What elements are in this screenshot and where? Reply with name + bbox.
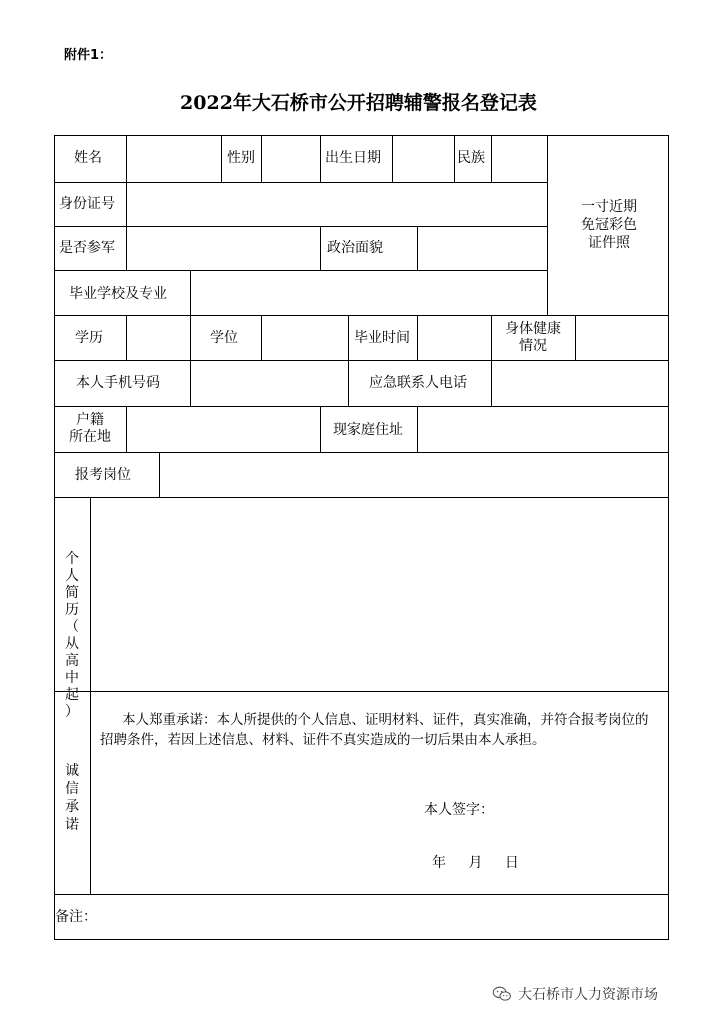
grid-line	[126, 135, 127, 182]
pledge-char: 承	[65, 799, 79, 815]
label-military: 是否参军	[59, 240, 115, 256]
grid-line	[54, 497, 669, 498]
label-resume	[57, 551, 87, 721]
label-address: 现家庭住址	[333, 422, 403, 438]
grid-line	[668, 135, 669, 939]
photo-placeholder	[549, 198, 669, 252]
grid-line	[348, 360, 349, 406]
grid-line	[190, 270, 191, 315]
grid-line	[348, 315, 349, 360]
grid-line	[54, 182, 547, 183]
label-emergency-phone: 应急联系人电话	[369, 375, 467, 391]
label-ethnicity: 民族	[457, 150, 485, 166]
grid-line	[261, 135, 262, 182]
label-pledge	[57, 762, 87, 834]
photo-line: 免冠彩色	[581, 217, 637, 233]
grid-line	[320, 135, 321, 182]
grid-line	[261, 315, 262, 360]
grid-line	[575, 315, 576, 360]
grid-line	[54, 226, 547, 227]
signature-label: 本人签字：	[424, 802, 494, 818]
watermark-text: 大石桥市人力资源市场	[518, 987, 658, 1003]
pledge-char: 诺	[65, 817, 79, 833]
grid-line	[190, 360, 191, 406]
resume-char: 从	[65, 636, 79, 652]
label-gender: 性别	[227, 150, 255, 166]
pledge-char: 诚	[65, 763, 79, 779]
pledge-text: 本人郑重承诺：本人所提供的个人信息、证明材料、证件，真实准确，并符合报考岗位的招聘条件，若因上述信息、材料、证件不真实造成的一切后果由本人承担。	[100, 712, 649, 748]
label-id-number: 身份证号	[59, 196, 115, 212]
wechat-icon	[492, 986, 512, 1002]
attachment-label: 附件1：	[64, 48, 113, 63]
label-health-line1: 身体健康	[505, 321, 561, 337]
label-hukou-line2: 所在地	[69, 429, 111, 445]
grid-line	[159, 452, 160, 497]
grid-line	[54, 691, 669, 692]
grid-line	[54, 315, 669, 316]
form-title: 2022年大石桥市公开招聘辅警报名登记表	[180, 92, 537, 114]
grid-line	[221, 135, 222, 182]
label-remarks: 备注：	[55, 909, 97, 925]
grid-line	[126, 406, 127, 452]
label-position: 报考岗位	[75, 467, 131, 483]
grid-line	[491, 135, 492, 182]
label-phone: 本人手机号码	[76, 375, 160, 391]
grid-line	[54, 894, 669, 895]
label-name: 姓名	[74, 150, 102, 166]
grid-line	[126, 315, 127, 360]
grid-line	[54, 406, 669, 407]
label-health	[493, 321, 573, 355]
label-degree: 学位	[210, 330, 238, 346]
grid-line	[417, 315, 418, 360]
label-health-line2: 情况	[519, 338, 547, 354]
resume-char: 起	[65, 687, 79, 703]
grid-line	[90, 497, 91, 894]
resume-char: 个	[65, 551, 79, 567]
grid-line	[54, 135, 55, 939]
photo-line: 一寸近期	[581, 199, 637, 215]
grid-line	[190, 315, 191, 360]
resume-char: 高	[65, 653, 79, 669]
watermark	[492, 984, 658, 1004]
grid-line	[54, 135, 669, 136]
resume-char: 中	[65, 670, 79, 686]
grid-line	[54, 270, 547, 271]
resume-char: （	[65, 619, 79, 635]
label-hukou-line1: 户籍	[76, 412, 104, 428]
label-hukou	[56, 412, 124, 446]
grid-line	[491, 360, 492, 406]
grid-line	[417, 406, 418, 452]
grid-line	[126, 226, 127, 270]
grid-line	[126, 182, 127, 226]
date-line: 年 月 日	[432, 855, 519, 871]
grid-line	[54, 939, 669, 940]
grid-line	[392, 135, 393, 182]
grid-line	[454, 135, 455, 182]
label-school-major: 毕业学校及专业	[69, 286, 167, 302]
label-birth-date: 出生日期	[325, 150, 381, 166]
resume-char: 历	[65, 602, 79, 618]
label-political: 政治面貌	[327, 240, 383, 256]
grid-line	[491, 315, 492, 360]
resume-char: 人	[65, 568, 79, 584]
label-education: 学历	[75, 330, 103, 346]
label-grad-time: 毕业时间	[354, 330, 410, 346]
resume-char: 简	[65, 585, 79, 601]
pledge-char: 信	[65, 781, 79, 797]
grid-line	[54, 452, 669, 453]
grid-line	[320, 406, 321, 452]
grid-line	[547, 135, 548, 315]
grid-line	[320, 226, 321, 270]
photo-line: 证件照	[588, 235, 630, 251]
resume-char: ）	[65, 704, 79, 720]
grid-line	[417, 226, 418, 270]
grid-line	[54, 360, 669, 361]
